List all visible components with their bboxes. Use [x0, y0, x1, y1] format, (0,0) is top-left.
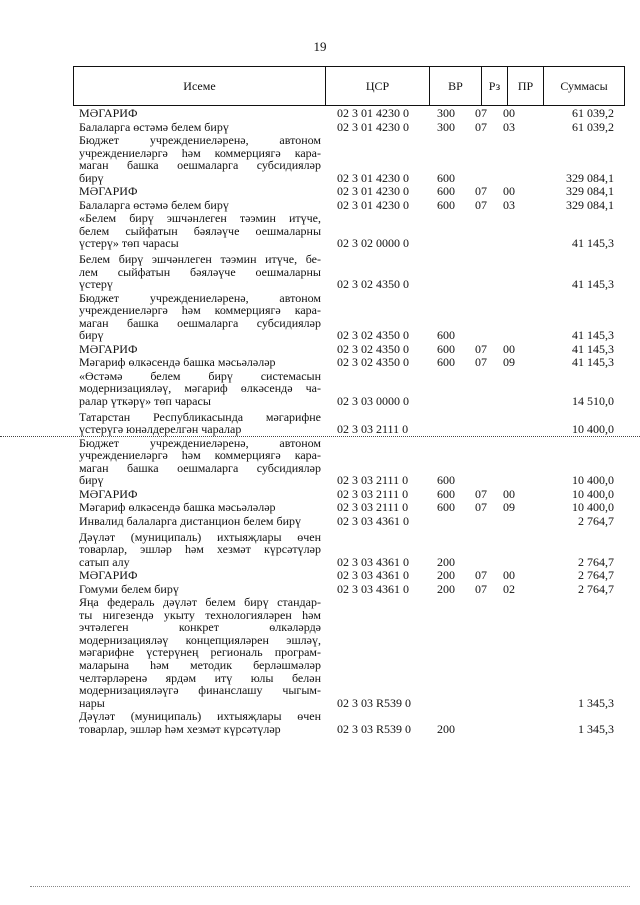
row-name-line: учреждениеләргә һәм коммерциягә кара-	[79, 303, 321, 318]
row-name	[79, 569, 321, 582]
row-csr: 02 3 03 2111 0	[337, 500, 409, 515]
row-name-line: Белем бирү эшчәнлеген тәэмин итүче, бе-	[79, 252, 321, 267]
row-name	[79, 515, 321, 528]
row-csr: 02 3 01 4230 0	[337, 119, 409, 134]
table-row	[0, 343, 640, 357]
row-sum: 61 039,2	[572, 106, 614, 120]
row-csr: 02 3 03 2111 0	[337, 473, 409, 488]
table-row	[0, 253, 640, 292]
row-name-line: «Белем бирү эшчәнлеген тәэмин итүче,	[79, 211, 321, 226]
row-name-line: маларына һәм методик берләшмәләр	[79, 657, 321, 672]
row-name	[79, 583, 321, 596]
row-pr: 00	[503, 184, 515, 199]
row-name-line: нары	[79, 695, 105, 710]
row-vr: 200	[437, 554, 455, 569]
row-csr: 02 3 03 4361 0	[337, 554, 409, 569]
row-name-line: МӘГАРИФ	[79, 568, 138, 583]
row-csr: 02 3 01 4230 0	[337, 197, 409, 212]
row-vr: 200	[437, 721, 455, 736]
row-name	[79, 134, 321, 184]
row-name-line: МӘГАРИФ	[79, 486, 138, 501]
row-vr: 600	[437, 500, 455, 515]
table-row	[0, 212, 640, 251]
table-row	[0, 107, 640, 121]
row-vr: 600	[437, 197, 455, 212]
row-csr: 02 3 03 4361 0	[337, 513, 409, 528]
row-sum: 2 764,7	[578, 554, 614, 569]
table-row	[0, 292, 640, 343]
row-csr: 02 3 03 0000 0	[337, 394, 409, 409]
row-rz: 07	[475, 500, 487, 515]
row-name-line: үстерү	[79, 277, 113, 292]
row-name-line: Бюджет учреждениеләренә, автоном	[79, 290, 321, 305]
row-name-line: учреждениеләргә һәм коммерциягә кара-	[79, 145, 321, 160]
table-row	[0, 370, 640, 409]
row-csr: 02 3 03 4361 0	[337, 581, 409, 596]
row-csr: 02 3 03 R539 0	[337, 695, 412, 710]
row-pr: 00	[503, 486, 515, 501]
row-name-line: модернизацияләү, мәгариф өлкәсендә ча-	[79, 381, 321, 396]
row-name-line: Татарстан Республикасында мәгарифне	[79, 409, 321, 424]
row-sum: 14 510,0	[572, 394, 614, 409]
row-sum: 10 400,0	[572, 473, 614, 488]
row-csr: 02 3 03 4361 0	[337, 568, 409, 583]
row-name-line: лем сыйфатын бәяләүче оешмаларны	[79, 264, 321, 279]
row-name	[79, 121, 321, 134]
row-name-line: Балаларга өстәмә белем бирү	[79, 197, 229, 212]
row-name-line: маган башка оешмаларга субсидияләр	[79, 158, 321, 173]
row-name-line: Бюджет учреждениеләренә, автоном	[79, 133, 321, 148]
row-vr: 600	[437, 473, 455, 488]
row-name-line: Бюджет учреждениеләренә, автоном	[79, 435, 321, 450]
table-body	[0, 107, 640, 736]
row-name	[79, 596, 321, 709]
row-sum: 41 145,3	[572, 277, 614, 292]
row-name-line: бирү	[79, 328, 104, 343]
row-rz: 07	[475, 106, 487, 120]
row-rz: 07	[475, 341, 487, 356]
row-name-line: «Өстәмә белем бирү системасын	[79, 368, 321, 383]
row-rz: 07	[475, 355, 487, 370]
footer-divider	[30, 886, 630, 887]
row-name-line: эчтәлеген конкрет өлкәләрдә	[79, 620, 321, 635]
row-pr: 00	[503, 341, 515, 356]
row-sum: 41 145,3	[572, 236, 614, 251]
row-name	[79, 107, 321, 120]
row-name-line: ты нигезендә укыту технологияләрен һәм	[79, 607, 321, 622]
row-pr: 03	[503, 119, 515, 134]
row-name-line: Яңа федераль дәүләт белем бирү стандар-	[79, 595, 321, 610]
column-header-name: Исеме	[74, 67, 326, 105]
row-name	[79, 488, 321, 501]
row-vr: 200	[437, 568, 455, 583]
row-name	[79, 501, 321, 514]
row-name-line: МӘГАРИФ	[79, 184, 138, 199]
row-csr: 02 3 01 4230 0	[337, 170, 409, 185]
row-name	[79, 356, 321, 369]
row-name-line: товарлар, эшләр һәм хезмәт күрсәтүләр	[79, 542, 321, 557]
table-row	[0, 437, 640, 488]
row-csr: 02 3 03 R539 0	[337, 721, 412, 736]
row-rz: 07	[475, 568, 487, 583]
row-sum: 329 084,1	[566, 184, 614, 199]
row-name-line: Балаларга өстәмә белем бирү	[79, 119, 229, 134]
row-sum: 2 764,7	[578, 581, 614, 596]
column-header-vr: ВР	[430, 67, 482, 105]
page-number: 19	[313, 39, 327, 54]
row-name-line: белем сыйфатын бәяләүче оешмаларны	[79, 223, 321, 238]
row-sum: 61 039,2	[572, 119, 614, 134]
row-vr: 200	[437, 581, 455, 596]
row-pr: 00	[503, 568, 515, 583]
table-row	[0, 199, 640, 213]
row-sum: 329 084,1	[566, 170, 614, 185]
row-sum: 41 145,3	[572, 328, 614, 343]
row-name	[79, 199, 321, 212]
row-sum: 2 764,7	[578, 513, 614, 528]
row-name-line: маган башка оешмаларга субсидияләр	[79, 315, 321, 330]
row-sum: 10 400,0	[572, 422, 614, 437]
row-csr: 02 3 02 4350 0	[337, 277, 409, 292]
row-vr: 600	[437, 184, 455, 199]
row-name-line: үстерү» төп чарасы	[79, 236, 179, 251]
row-sum: 2 764,7	[578, 568, 614, 583]
table-row	[0, 121, 640, 135]
row-csr: 02 3 02 4350 0	[337, 341, 409, 356]
row-vr: 600	[437, 170, 455, 185]
row-name-line: бирү	[79, 170, 104, 185]
row-name	[79, 253, 321, 291]
row-pr: 02	[503, 581, 515, 596]
row-pr: 00	[503, 106, 515, 120]
row-vr: 600	[437, 486, 455, 501]
row-name-line: модернизацияләүгә финанслашу чыгым-	[79, 683, 321, 698]
row-name	[79, 710, 321, 735]
row-name-line: Инвалид балаларга дистанцион белем бирү	[79, 513, 302, 528]
row-name-line: Дәүләт (муниципаль) ихтыяҗлары өчен	[79, 709, 321, 724]
column-header-rz: Рз	[482, 67, 508, 105]
table-row	[0, 411, 640, 437]
table-row	[0, 488, 640, 502]
row-vr: 600	[437, 355, 455, 370]
row-rz: 07	[475, 119, 487, 134]
row-vr: 600	[437, 328, 455, 343]
row-name-line: Гомуми белем бирү	[79, 581, 179, 596]
row-rz: 07	[475, 197, 487, 212]
row-name	[79, 370, 321, 408]
row-pr: 03	[503, 197, 515, 212]
row-name-line: учреждениеләргә һәм коммерциягә кара-	[79, 448, 321, 463]
column-header-csr: ЦСР	[326, 67, 430, 105]
row-sum: 1 345,3	[578, 695, 614, 710]
row-sum: 10 400,0	[572, 500, 614, 515]
row-name-line: челтәрләренә ярдәм итү юлы белән	[79, 670, 321, 685]
row-name-line: Дәүләт (муниципаль) ихтыяҗлары өчен	[79, 529, 321, 544]
row-name-line: маган башка оешмаларга субсидияләр	[79, 460, 321, 475]
row-name-line: Мәгариф өлкәсендә башка мәсьәләләр	[79, 500, 276, 515]
table-row	[0, 531, 640, 570]
row-name-line: модернизацияләү концепцияләрен эшләү,	[79, 632, 321, 647]
table-header	[73, 66, 625, 106]
table-row	[0, 583, 640, 597]
row-name-line: үстерүгә юнәлдерелгән чаралар	[79, 422, 242, 437]
row-pr: 09	[503, 355, 515, 370]
row-csr: 02 3 01 4230 0	[337, 106, 409, 120]
row-csr: 02 3 03 2111 0	[337, 422, 409, 437]
row-rz: 07	[475, 486, 487, 501]
row-sum: 1 345,3	[578, 721, 614, 736]
row-name-line: бирү	[79, 473, 104, 488]
row-vr: 300	[437, 119, 455, 134]
row-name-line: товарлар, эшләр һәм хезмәт күрсәтүләр	[79, 721, 281, 736]
row-csr: 02 3 03 2111 0	[337, 486, 409, 501]
row-name	[79, 292, 321, 342]
row-sum: 10 400,0	[572, 486, 614, 501]
row-sum: 329 084,1	[566, 197, 614, 212]
table-row	[0, 515, 640, 529]
column-header-sum: Суммасы	[560, 79, 608, 93]
row-name	[79, 185, 321, 198]
row-name-line: МӘГАРИФ	[79, 106, 138, 120]
row-rz: 07	[475, 184, 487, 199]
row-name-line: мәгарифне үстерүнең региональ програм-	[79, 645, 321, 660]
row-vr: 600	[437, 341, 455, 356]
row-name	[79, 411, 321, 436]
row-pr: 09	[503, 500, 515, 515]
row-name-line: Мәгариф өлкәсендә башка мәсьәләләр	[79, 355, 276, 370]
table-row	[0, 596, 640, 710]
row-sum: 41 145,3	[572, 355, 614, 370]
table-row	[0, 501, 640, 515]
row-name-line: МӘГАРИФ	[79, 341, 138, 356]
row-csr: 02 3 02 4350 0	[337, 328, 409, 343]
table-row	[0, 356, 640, 370]
row-csr: 02 3 01 4230 0	[337, 184, 409, 199]
row-name	[79, 343, 321, 356]
row-name	[79, 212, 321, 250]
row-name-line: сатып алу	[79, 554, 130, 569]
column-header-pr: ПР	[508, 67, 544, 105]
table-row	[0, 569, 640, 583]
row-rz: 07	[475, 581, 487, 596]
row-name	[79, 531, 321, 569]
row-name	[79, 437, 321, 487]
row-sum: 41 145,3	[572, 341, 614, 356]
table-row	[0, 710, 640, 736]
row-vr: 300	[437, 106, 455, 120]
table-row	[0, 134, 640, 185]
row-csr: 02 3 02 0000 0	[337, 236, 409, 251]
table-row	[0, 185, 640, 199]
row-name-line: ралар үткәрү» төп чарасы	[79, 394, 211, 409]
row-csr: 02 3 02 4350 0	[337, 355, 409, 370]
